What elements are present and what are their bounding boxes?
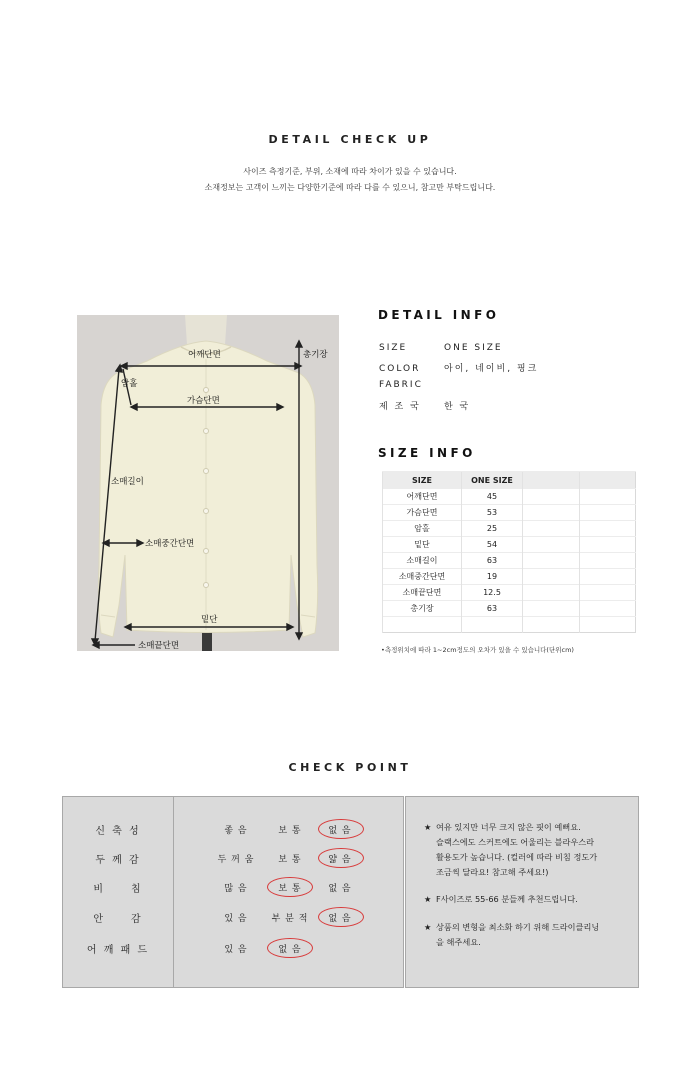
check-note-size bbox=[424, 892, 578, 907]
detail-check-up-title: DETAIL CHECK UP bbox=[268, 133, 432, 146]
check-note-care bbox=[424, 920, 599, 950]
check-option: 두 꺼 움 bbox=[217, 855, 255, 865]
size-value: 12.5 bbox=[462, 585, 523, 601]
star-icon: ★ bbox=[424, 894, 432, 904]
table-row bbox=[383, 585, 636, 601]
size-value: 45 bbox=[462, 489, 523, 505]
product-photo bbox=[77, 315, 339, 651]
size-table-header bbox=[383, 472, 636, 489]
detail-info-key: FABRIC bbox=[379, 380, 423, 390]
check-option-selected: 얇 음 bbox=[328, 855, 352, 865]
label-shoulder: 어깨단면 bbox=[188, 350, 221, 360]
detail-info-row-color bbox=[379, 361, 538, 374]
size-table bbox=[382, 471, 636, 633]
detail-info-value: 한 국 bbox=[444, 402, 471, 412]
measurement-note-line2: 소재정보는 고객이 느끼는 다양한기준에 따라 다를 수 있으니, 참고만 부탁드립니다. bbox=[204, 183, 496, 192]
check-note-fit bbox=[424, 820, 597, 880]
check-option-selected: 없 음 bbox=[328, 826, 352, 836]
label-sleeve-end: 소매끝단면 bbox=[138, 641, 180, 651]
check-option: 좋 음 bbox=[224, 826, 248, 836]
note-line: F사이즈로 55-66 분들께 추천드립니다. bbox=[436, 894, 578, 904]
label-sleeve-length: 소매길이 bbox=[111, 477, 144, 487]
detail-info-key: COLOR bbox=[379, 364, 421, 374]
check-option: 보 통 bbox=[278, 826, 302, 836]
detail-info-value: ONE SIZE bbox=[444, 343, 503, 353]
check-option: 많 음 bbox=[224, 884, 248, 894]
size-value: 53 bbox=[462, 505, 523, 521]
table-row bbox=[383, 537, 636, 553]
check-option: 있 음 bbox=[224, 945, 248, 955]
size-value: 54 bbox=[462, 537, 523, 553]
check-option-selected: 없 음 bbox=[328, 914, 352, 924]
size-name: 어깨단면 bbox=[383, 489, 462, 505]
star-icon: ★ bbox=[424, 822, 432, 832]
table-row bbox=[383, 569, 636, 585]
star-icon: ★ bbox=[424, 922, 432, 932]
size-name: 밑단 bbox=[383, 537, 462, 553]
size-value: 63 bbox=[462, 601, 523, 617]
size-name: 소매길이 bbox=[383, 553, 462, 569]
check-option: 보 통 bbox=[278, 855, 302, 865]
selection-circle bbox=[267, 938, 313, 958]
table-row bbox=[383, 553, 636, 569]
detail-info-value: 아이, 네이비, 핑크 bbox=[444, 364, 539, 374]
check-label-lining: 안 감 bbox=[93, 914, 143, 925]
note-line: 여유 있지만 너무 크지 않은 핏이 예뻐요. bbox=[436, 822, 581, 832]
check-label-see-through: 비 침 bbox=[93, 884, 143, 895]
size-name: 암홀 bbox=[383, 521, 462, 537]
detail-info-row-origin bbox=[379, 399, 470, 412]
size-table-header-cell: SIZE bbox=[383, 472, 462, 489]
check-label-shoulder-pad: 어 깨 패 드 bbox=[86, 945, 150, 956]
note-line: 슬랙스에도 스커트에도 어울리는 블라우스라 bbox=[436, 837, 595, 847]
check-option: 부 분 적 bbox=[271, 914, 309, 924]
size-name: 소매끝단면 bbox=[383, 585, 462, 601]
selection-circle bbox=[318, 819, 364, 839]
table-row bbox=[383, 505, 636, 521]
table-row bbox=[383, 489, 636, 505]
table-row bbox=[383, 521, 636, 537]
note-line: 상품의 변형을 최소화 하기 위해 드라이클리닝 bbox=[436, 922, 600, 932]
size-footnote: •측정위치에 따라 1~2cm정도의 오차가 있을 수 있습니다(단위cm) bbox=[381, 646, 574, 654]
selection-circle bbox=[267, 877, 313, 897]
label-armhole: 암홀 bbox=[121, 379, 138, 389]
table-row bbox=[383, 601, 636, 617]
check-point-title: CHECK POINT bbox=[288, 761, 412, 774]
selection-circle bbox=[318, 907, 364, 927]
check-option: 없 음 bbox=[328, 884, 352, 894]
check-option-selected: 없 음 bbox=[278, 945, 302, 955]
size-table-empty-cell bbox=[523, 472, 580, 489]
detail-info-row-size bbox=[379, 343, 503, 353]
size-name: 소매중간단면 bbox=[383, 569, 462, 585]
detail-info-row-fabric bbox=[379, 380, 444, 390]
label-hem: 밑단 bbox=[201, 615, 218, 625]
size-value: 19 bbox=[462, 569, 523, 585]
check-option: 있 음 bbox=[224, 914, 248, 924]
check-label-elasticity: 신 축 성 bbox=[95, 826, 141, 837]
note-line: 조금씩 달라요! 참고해 주세요!) bbox=[436, 867, 549, 877]
size-info-title: SIZE INFO bbox=[378, 446, 476, 460]
label-chest: 가슴단면 bbox=[187, 396, 220, 406]
table-row bbox=[383, 617, 636, 633]
size-value: 25 bbox=[462, 521, 523, 537]
selection-circle bbox=[318, 848, 364, 868]
measurement-note-line1: 사이즈 측정기준, 부위, 소재에 따라 차이가 있을 수 있습니다. bbox=[243, 167, 457, 176]
detail-info-title: DETAIL INFO bbox=[378, 308, 500, 322]
size-name: 총기장 bbox=[383, 601, 462, 617]
size-table-header-cell: ONE SIZE bbox=[462, 472, 523, 489]
detail-info-key: SIZE bbox=[379, 343, 408, 353]
size-name: 가슴단면 bbox=[383, 505, 462, 521]
detail-info-key: 제 조 국 bbox=[379, 402, 421, 412]
size-table-empty-cell bbox=[580, 472, 636, 489]
note-line: 활용도가 높습니다. (컬러에 따라 비침 정도가 bbox=[436, 852, 598, 862]
size-value: 63 bbox=[462, 553, 523, 569]
check-option-selected: 보 통 bbox=[278, 884, 302, 894]
label-total-length: 총기장 bbox=[303, 350, 328, 360]
label-sleeve-mid: 소매중간단면 bbox=[145, 539, 195, 549]
check-label-thickness: 두 께 감 bbox=[95, 855, 141, 866]
note-line: 을 해주세요. bbox=[436, 937, 481, 947]
